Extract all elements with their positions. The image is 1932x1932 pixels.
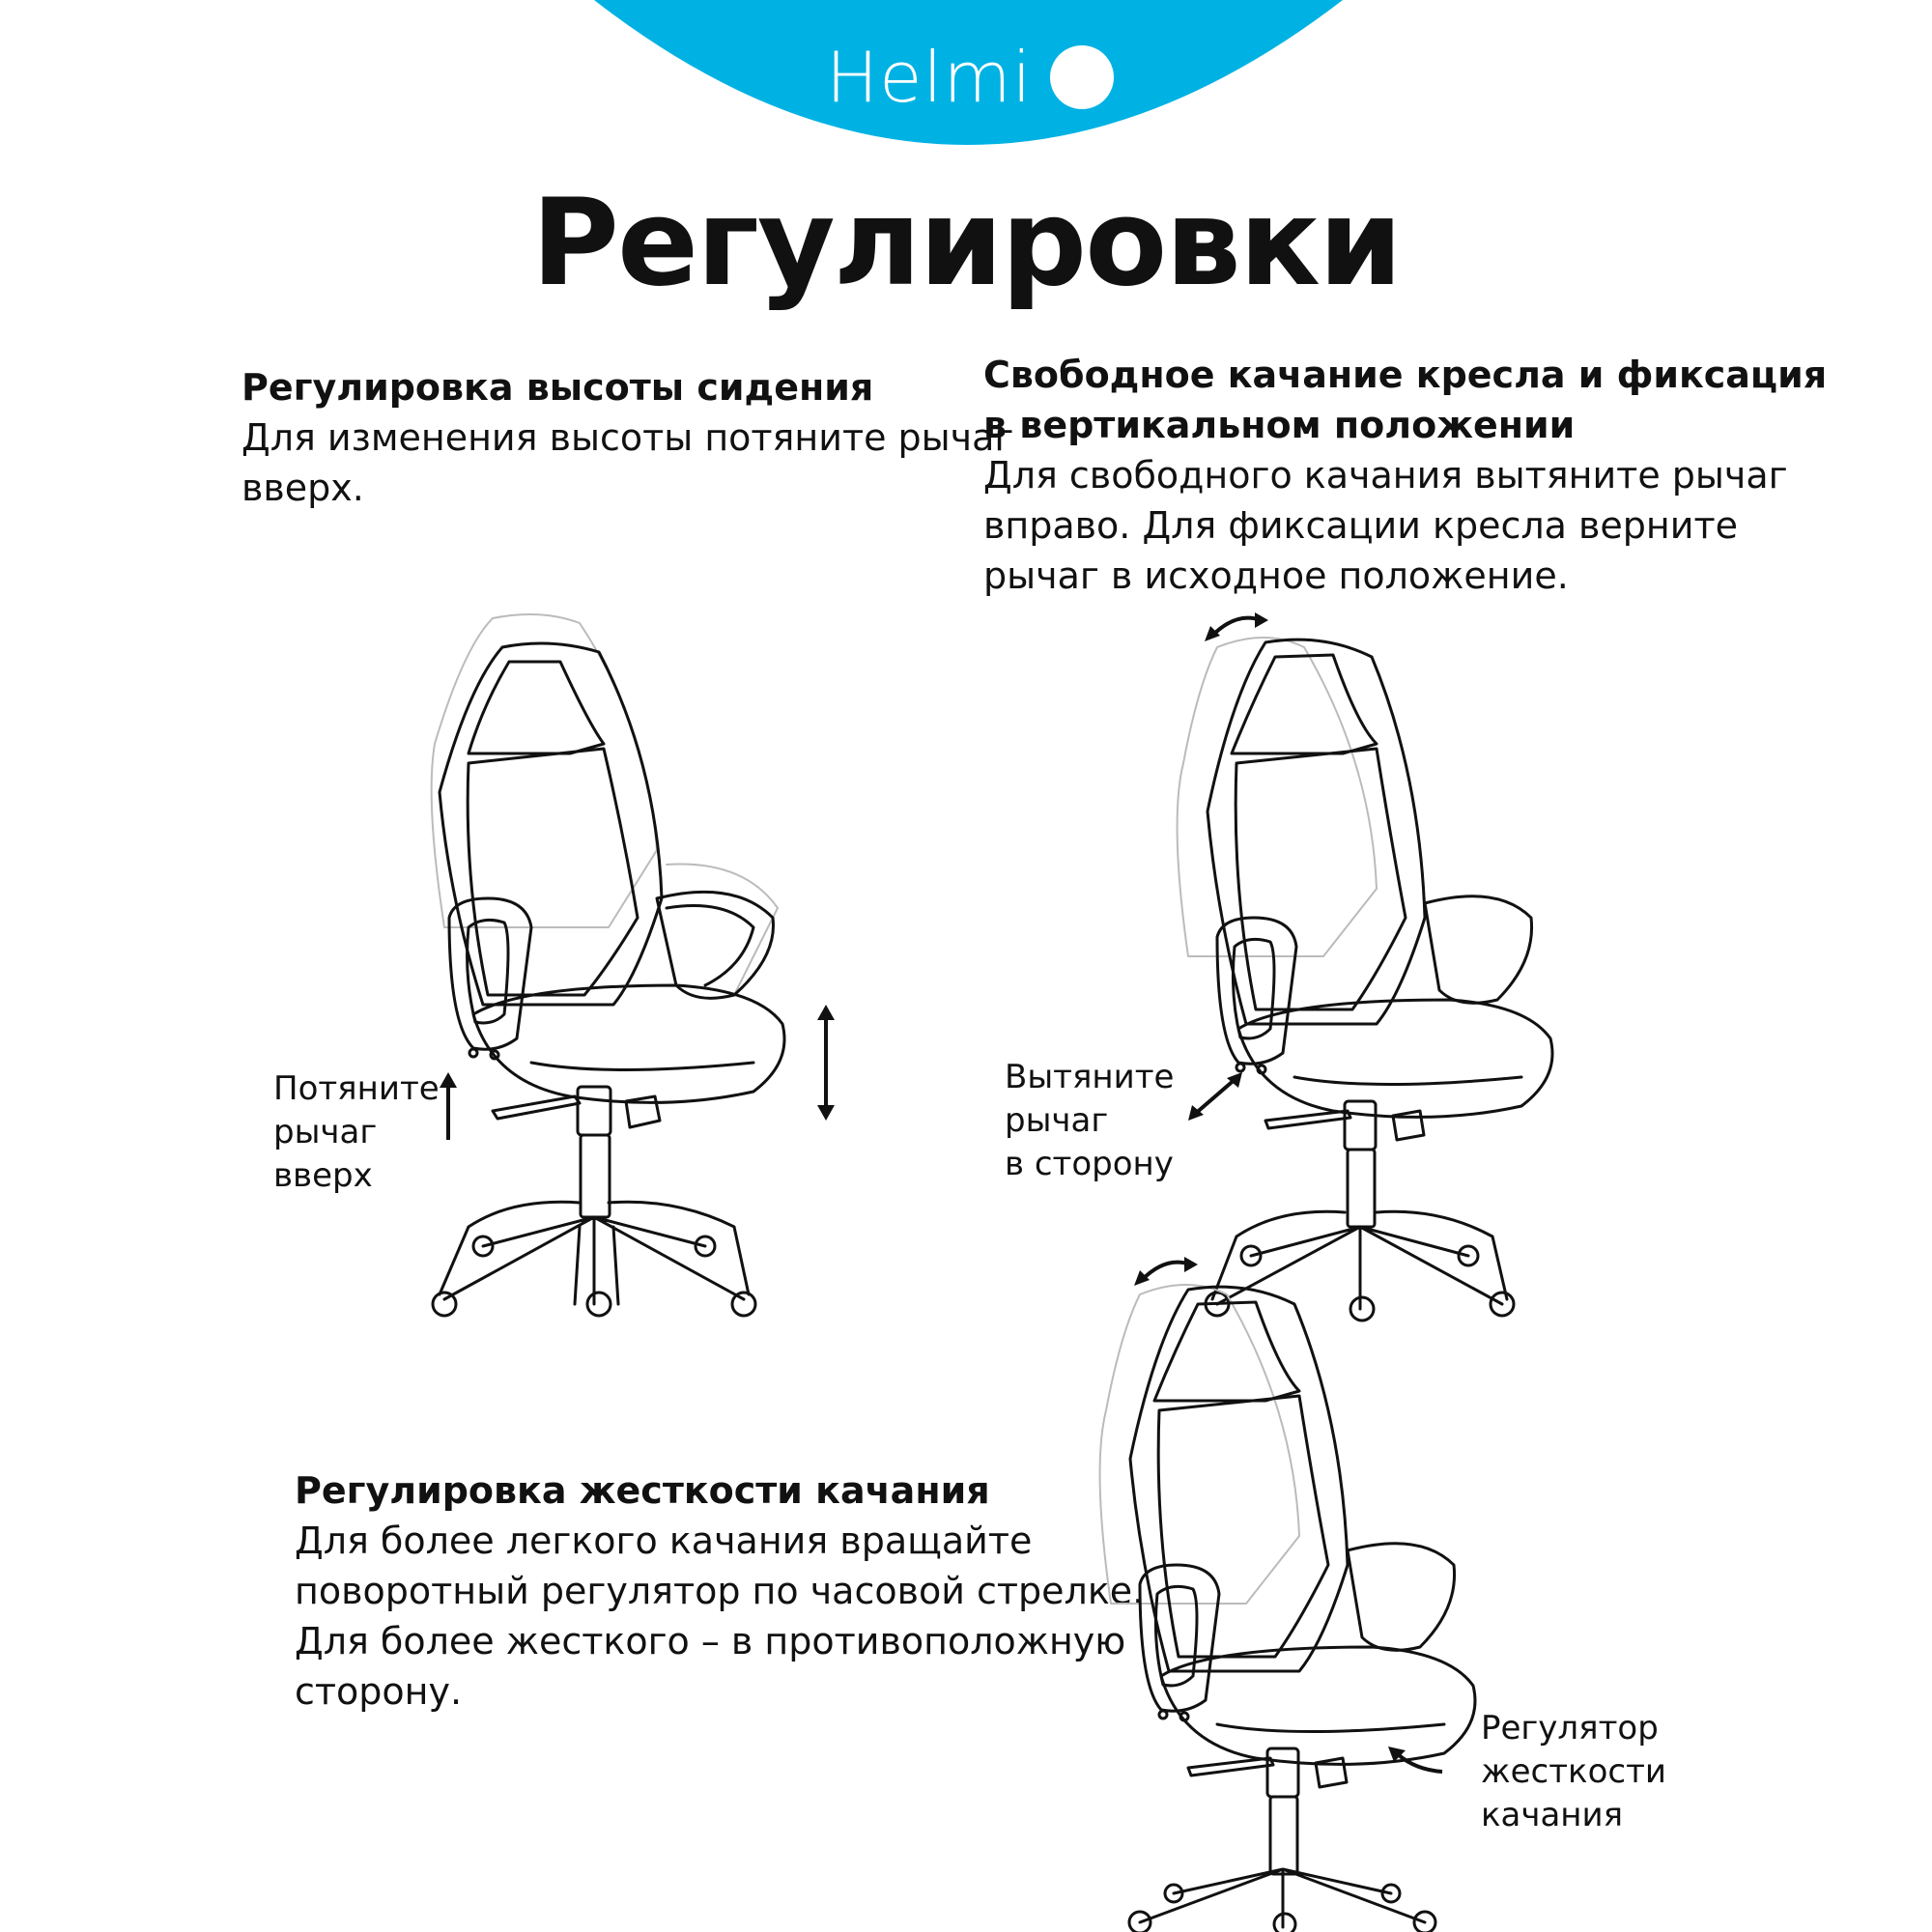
- section-free-swing: [983, 350, 1827, 601]
- swing-arrow-icon: [1132, 1251, 1200, 1290]
- section-heading: Регулировка высоты сидения: [242, 366, 874, 409]
- chair-swing-illustration: [1179, 628, 1584, 1304]
- rotate-arrow-icon: [1386, 1747, 1444, 1776]
- chair-tension-illustration: [1101, 1275, 1507, 1932]
- section-text-line: Для изменения высоты потяните рычаг: [242, 416, 1014, 459]
- caption-line: вверх: [273, 1156, 373, 1195]
- pull-side-arrow-icon: [1186, 1072, 1244, 1121]
- pull-up-arrow-icon: [437, 1072, 460, 1140]
- brand-dot-icon: [1050, 45, 1114, 109]
- caption-line: жесткости: [1481, 1752, 1666, 1791]
- page-title: Регулировки: [531, 174, 1401, 313]
- caption-free-swing: [1005, 1056, 1174, 1186]
- caption-line: Регулятор: [1481, 1709, 1659, 1747]
- caption-seat-height: [273, 1067, 440, 1198]
- caption-tilt-tension: [1481, 1707, 1666, 1837]
- section-text-line: Для более легкого качания вращайте: [295, 1520, 1033, 1562]
- section-text-line: Для более жесткого – в противоположную: [295, 1620, 1126, 1662]
- section-tilt-tension: [295, 1465, 1144, 1717]
- chair-height-illustration: [415, 609, 840, 1304]
- brand-name: Helmi: [826, 37, 1033, 118]
- caption-line: Потяните: [273, 1069, 440, 1108]
- section-text-line: поворотный регулятор по часовой стрелке.: [295, 1570, 1145, 1612]
- section-text-line: вправо. Для фиксации кресла верните: [983, 504, 1738, 547]
- section-heading: Регулировка жесткости качания: [295, 1469, 990, 1512]
- caption-line: рычаг: [273, 1113, 378, 1151]
- section-heading: Свободное качание кресла и фиксация: [983, 354, 1828, 396]
- brand-logo: [826, 39, 1114, 116]
- section-text-line: Для свободного качания вытяните рычаг: [983, 454, 1788, 497]
- height-arrow-icon: [811, 1005, 840, 1121]
- section-heading: в вертикальном положении: [983, 404, 1576, 446]
- caption-line: рычаг: [1005, 1101, 1109, 1140]
- section-text-line: сторону.: [295, 1670, 463, 1713]
- caption-line: качания: [1481, 1796, 1624, 1834]
- swing-arrow-icon: [1203, 607, 1270, 645]
- caption-line: Вытяните: [1005, 1058, 1175, 1096]
- section-seat-height: [242, 362, 1013, 513]
- section-text-line: вверх.: [242, 467, 364, 509]
- section-text-line: рычаг в исходное положение.: [983, 554, 1569, 597]
- caption-line: в сторону: [1005, 1145, 1174, 1183]
